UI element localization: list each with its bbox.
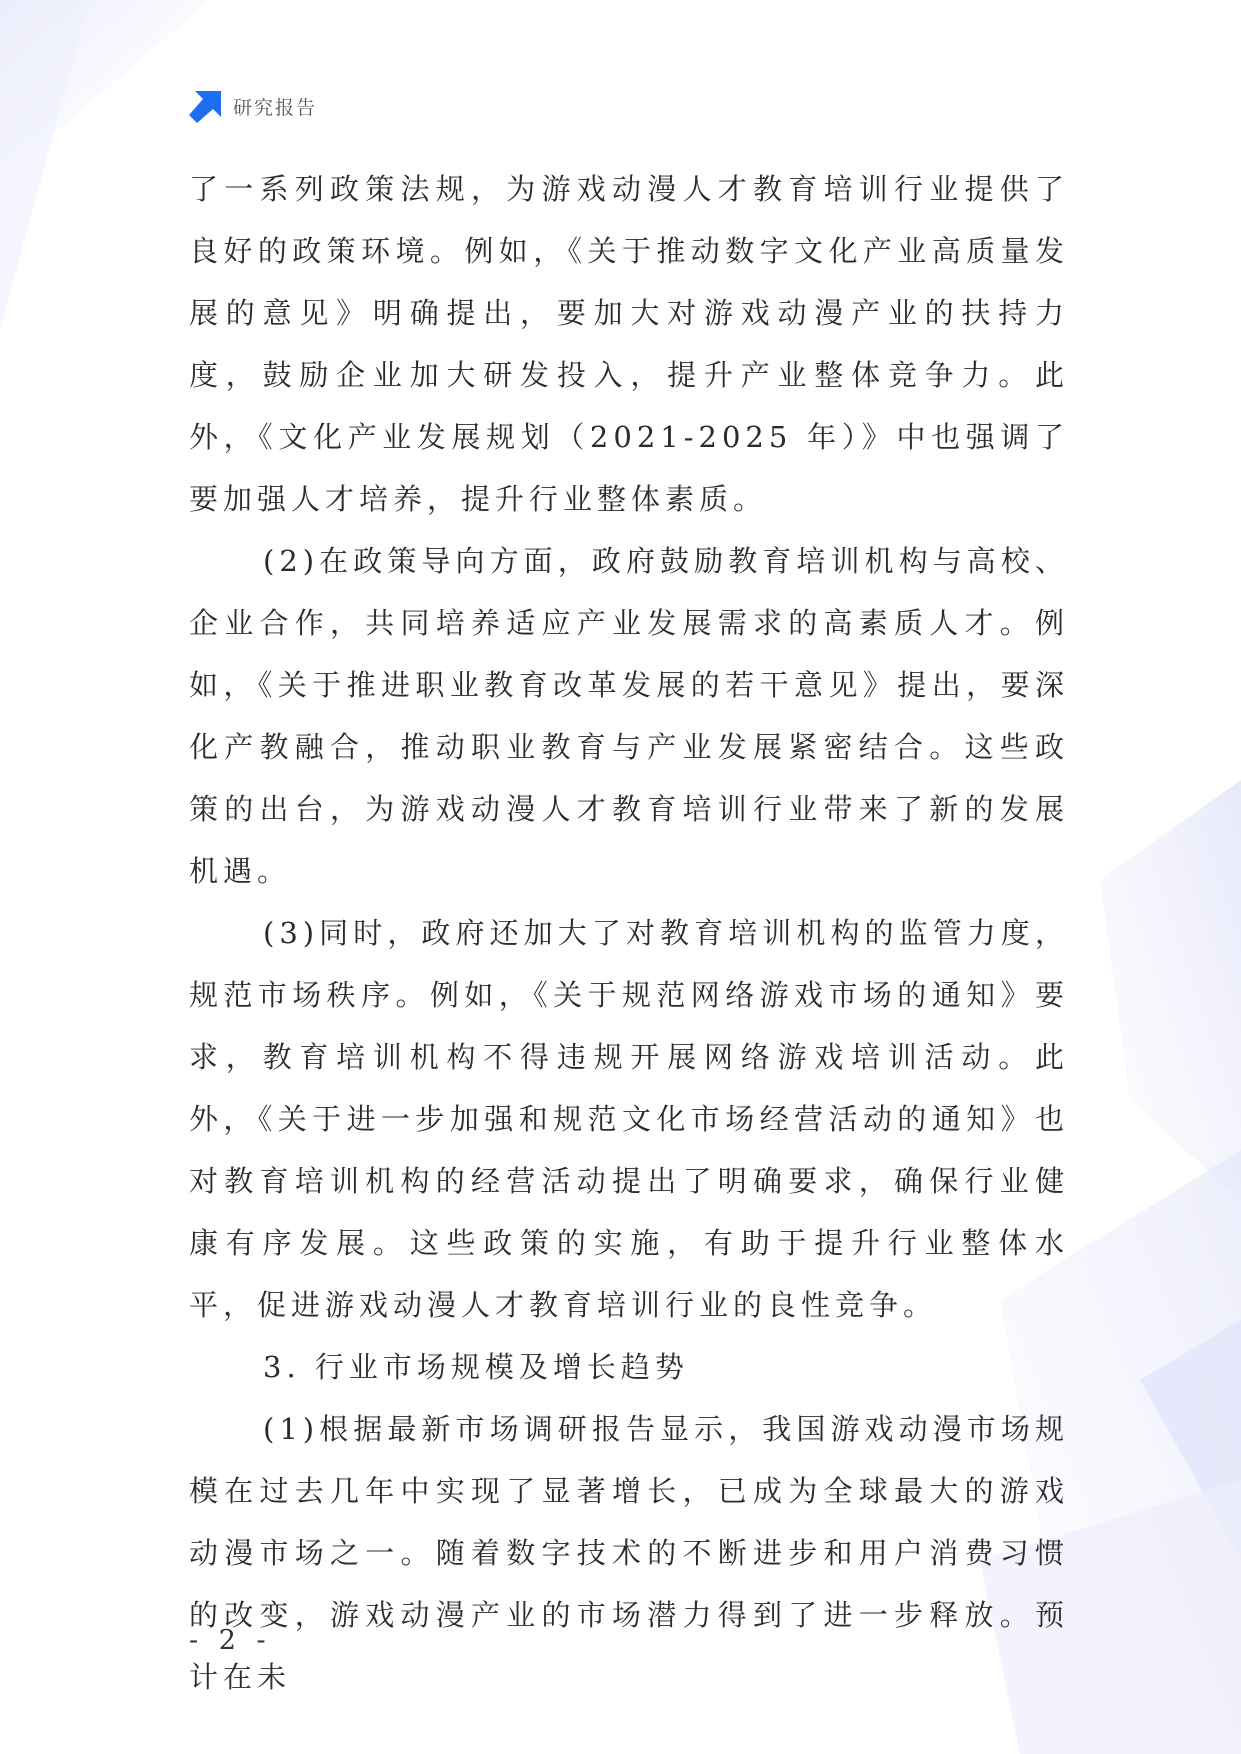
paragraph-policy-continuation: 了一系列政策法规，为游戏动漫人才教育培训行业提供了良好的政策环境。例如，《关于推动数字文化产业高质量发展的意见》明确提出，要加大对游戏动漫产业的扶持力度，鼓励企业加大研发投入，提升产业整体竞争力。此外，《文化产业发展规划（2021-2025 年）》中也强调了要加强人才培养，提升行业整体素质。 (189, 172, 1069, 516)
header-title: 研究报告 (233, 96, 318, 119)
page-number: - 2 - (189, 1625, 272, 1656)
report-header (189, 88, 317, 124)
paragraph-regulation: (3)同时，政府还加大了对教育培训机构的监管力度，规范市场秩序。例如，《关于规范网络游戏市场的通知》要求，教育培训机构不得违规开展网络游戏培训活动。此外，《关于进一步加强和规范文化市场经营活动的通知》也对教育培训机构的经营活动提出了明确要求，确保行业健康有序发展。这些政策的实施，有助于提升行业整体水平，促进游戏动漫人才教育培训行业的良性竞争。 (189, 916, 1069, 1322)
paragraph-policy-guidance: (2)在政策导向方面，政府鼓励教育培训机构与高校、企业合作，共同培养适应产业发展需求的高素质人才。例如，《关于推进职业教育改革发展的若干意见》提出，要深化产教融合，推动职业教育与产业发展紧密结合。这些政策的出台，为游戏动漫人才教育培训行业带来了新的发展机遇。 (189, 544, 1069, 888)
arrow-logo-icon (189, 89, 223, 123)
paragraph-market-size: (1)根据最新市场调研报告显示，我国游戏动漫市场规模在过去几年中实现了显著增长，已成为全球最大的游戏动漫市场之一。随着数字技术的不断进步和用户消费习惯的改变，游戏动漫产业的市场潜力得到了进一步释放。预计在未 (189, 1412, 1069, 1694)
section-heading: 3. 行业市场规模及增长趋势 (263, 1350, 689, 1384)
document-body (189, 158, 1069, 1708)
